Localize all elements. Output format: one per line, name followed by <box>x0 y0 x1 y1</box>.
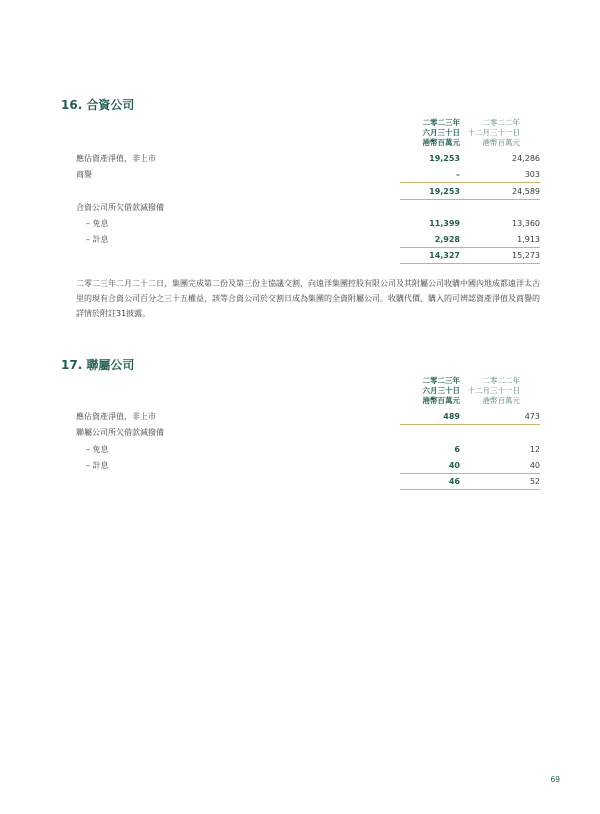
prior-value: 40 <box>529 461 540 470</box>
prior-value: 15,273 <box>512 251 540 260</box>
prior-value: 473 <box>524 412 540 421</box>
current-value: 19,253 <box>429 187 460 196</box>
prior-unit-header: 港幣百萬元 <box>482 396 520 405</box>
table-row <box>61 168 540 181</box>
table-row-subtotal <box>61 185 540 198</box>
row-label: 合資公司所欠借款減撥備 <box>76 203 164 212</box>
current-value: 46 <box>448 477 460 486</box>
current-value: 40 <box>448 461 460 470</box>
row-label: 聯屬公司所欠借款減撥備 <box>76 428 164 437</box>
table-row <box>61 152 540 165</box>
current-value: 489 <box>443 412 460 421</box>
row-label: 應佔資產淨值，非上市 <box>76 412 156 421</box>
table-row <box>61 217 540 230</box>
current-value: 6 <box>454 445 460 454</box>
current-value: 14,327 <box>429 251 460 260</box>
total-divider <box>400 473 540 474</box>
prior-value: 24,286 <box>512 154 540 163</box>
section-title-joint-ventures: 16. 合資公司 <box>61 98 135 112</box>
prior-date-header-2: 十二月三十一日 <box>467 128 520 137</box>
current-value: 2,928 <box>434 235 460 244</box>
table-row <box>61 410 540 423</box>
row-label: – 免息 <box>86 219 109 228</box>
prior-value: 13,360 <box>512 219 540 228</box>
table-row <box>61 201 540 214</box>
table-row <box>61 233 540 246</box>
prior-date-header-1: 二零二二年 <box>482 118 520 127</box>
subtotal-divider <box>400 199 540 200</box>
note-paragraph: 二零二三年二月二十二日，集團完成第二份及第三份主協議交割，向遠洋集團控股有限公司及其附屬公司收購中國內地成都遠洋太古里的現有合資公司百分之三十五權益，該等合資公司於交割日成為集團的全資附屬公司。收購代價、購入的可辨認資產淨值及商譽的詳情於附註31披露。 <box>76 279 540 318</box>
current-value: 19,253 <box>429 154 460 163</box>
row-label: – 免息 <box>86 445 109 454</box>
current-value: 11,399 <box>429 219 460 228</box>
page-number: 69 <box>550 775 560 784</box>
prior-date-header-2: 十二月三十一日 <box>467 386 520 395</box>
total-divider <box>400 489 540 490</box>
table-row-total <box>61 249 540 262</box>
section-title-associates: 17. 聯屬公司 <box>61 358 135 372</box>
current-value: – <box>456 170 460 179</box>
row-label: – 計息 <box>86 461 109 470</box>
current-unit-header: 港幣百萬元 <box>422 138 460 147</box>
table-row <box>61 426 540 439</box>
subtotal-divider <box>400 182 540 183</box>
current-date-header-1: 二零二三年 <box>422 376 460 385</box>
row-label: 商譽 <box>76 170 92 179</box>
row-divider <box>400 424 540 425</box>
row-label: – 計息 <box>86 235 109 244</box>
prior-value: 52 <box>529 477 540 486</box>
current-date-header-2: 六月三十日 <box>422 386 460 395</box>
current-date-header-1: 二零二三年 <box>422 118 460 127</box>
prior-value: 1,913 <box>517 235 540 244</box>
table-row <box>61 443 540 456</box>
table-row-total <box>61 475 540 488</box>
prior-unit-header: 港幣百萬元 <box>482 138 520 147</box>
current-date-header-2: 六月三十日 <box>422 128 460 137</box>
prior-value: 12 <box>529 445 540 454</box>
row-label: 應佔資產淨值，非上市 <box>76 154 156 163</box>
current-unit-header: 港幣百萬元 <box>422 396 460 405</box>
total-divider <box>400 263 540 264</box>
prior-value: 303 <box>524 170 540 179</box>
total-divider <box>400 247 540 248</box>
table-row <box>61 459 540 472</box>
prior-date-header-1: 二零二二年 <box>482 376 520 385</box>
prior-value: 24,589 <box>512 187 540 196</box>
